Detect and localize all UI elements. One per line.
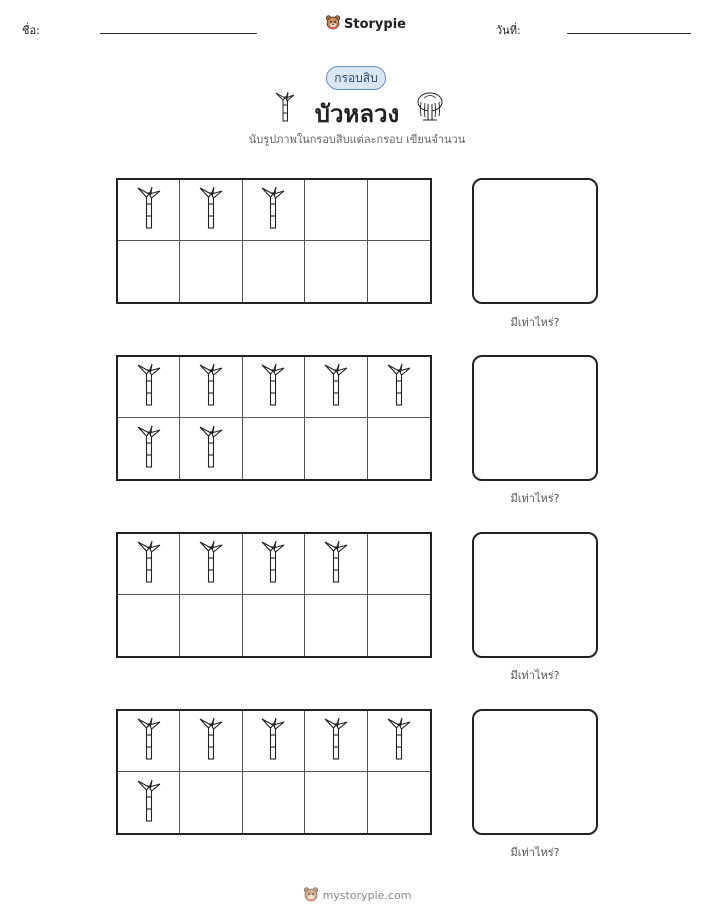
ten-frame-cell bbox=[180, 595, 242, 656]
sugarcane-icon bbox=[198, 186, 224, 234]
sugarcane-icon bbox=[198, 540, 224, 588]
answer-box-3[interactable] bbox=[472, 532, 598, 658]
answer-prompt-3: มีเท่าไหร่? bbox=[510, 669, 560, 682]
ten-frame-cell bbox=[118, 772, 180, 833]
ten-frame-cell bbox=[368, 711, 430, 772]
date-write-line[interactable] bbox=[567, 33, 691, 34]
sugarcane-icon bbox=[136, 540, 162, 588]
ten-frame-cell bbox=[368, 180, 430, 241]
sugarcane-icon bbox=[136, 425, 162, 473]
ten-frame-cell bbox=[368, 534, 430, 595]
ten-frame-4 bbox=[116, 709, 432, 835]
ten-frame-cell bbox=[118, 534, 180, 595]
ten-frame-cell bbox=[180, 180, 242, 241]
sugarcane-icon bbox=[198, 425, 224, 473]
sugarcane-icon bbox=[198, 717, 224, 765]
ten-frame-cell bbox=[180, 418, 242, 479]
ten-frame-cell bbox=[243, 418, 305, 479]
answer-box-2[interactable] bbox=[472, 355, 598, 481]
topic-badge: กรอบสิบ bbox=[326, 66, 386, 90]
ten-frame-cell bbox=[243, 711, 305, 772]
ten-frame-cell bbox=[118, 711, 180, 772]
sugarcane-icon bbox=[198, 363, 224, 411]
brand-logo bbox=[325, 14, 406, 34]
sugarcane-icon bbox=[136, 717, 162, 765]
footer-url: mystorypie.com bbox=[322, 889, 412, 902]
ten-frame-cell bbox=[243, 534, 305, 595]
bear-mascot-icon bbox=[325, 14, 341, 34]
ten-frame-cell bbox=[180, 241, 242, 302]
ten-frame-cell bbox=[305, 772, 367, 833]
sugarcane-icon bbox=[260, 186, 286, 234]
sugarcane-icon bbox=[260, 363, 286, 411]
ten-frame-cell bbox=[305, 418, 367, 479]
ten-frame-cell bbox=[118, 180, 180, 241]
willow-tree-icon bbox=[414, 90, 446, 126]
sugarcane-icon bbox=[323, 363, 349, 411]
answer-prompt-4: มีเท่าไหร่? bbox=[510, 846, 560, 859]
ten-frame-cell bbox=[305, 357, 367, 418]
ten-frame-cell bbox=[368, 772, 430, 833]
ten-frame-cell bbox=[305, 241, 367, 302]
sugarcane-icon bbox=[323, 540, 349, 588]
sugarcane-icon bbox=[386, 717, 412, 765]
page-title: บัวหลวง bbox=[314, 100, 400, 128]
sugarcane-icon bbox=[260, 717, 286, 765]
ten-frame-3 bbox=[116, 532, 432, 658]
ten-frame-cell bbox=[243, 357, 305, 418]
ten-frame-cell bbox=[243, 241, 305, 302]
sugarcane-icon bbox=[386, 363, 412, 411]
sugarcane-icon bbox=[260, 540, 286, 588]
sugarcane-icon bbox=[136, 363, 162, 411]
footer bbox=[0, 886, 714, 905]
ten-frame-cell bbox=[368, 357, 430, 418]
ten-frame-cell bbox=[243, 180, 305, 241]
ten-frame-cell bbox=[243, 772, 305, 833]
instructions: นับรูปภาพในกรอบสิบแต่ละกรอบ เขียนจำนวน bbox=[248, 133, 466, 146]
answer-box-4[interactable] bbox=[472, 709, 598, 835]
ten-frame-cell bbox=[118, 357, 180, 418]
date-label: วันที่: bbox=[496, 24, 521, 37]
ten-frame-cell bbox=[180, 534, 242, 595]
name-write-line[interactable] bbox=[100, 33, 257, 34]
ten-frame-cell bbox=[180, 772, 242, 833]
ten-frame-2 bbox=[116, 355, 432, 481]
ten-frame-cell bbox=[368, 595, 430, 656]
sugarcane-icon bbox=[136, 186, 162, 234]
ten-frame-cell bbox=[180, 711, 242, 772]
sugarcane-icon bbox=[323, 717, 349, 765]
ten-frame-cell bbox=[118, 418, 180, 479]
ten-frame-cell bbox=[305, 711, 367, 772]
answer-prompt-2: มีเท่าไหร่? bbox=[510, 492, 560, 505]
answer-prompt-1: มีเท่าไหร่? bbox=[510, 316, 560, 329]
ten-frame-cell bbox=[305, 180, 367, 241]
ten-frame-cell bbox=[305, 595, 367, 656]
ten-frame-cell bbox=[368, 241, 430, 302]
ten-frame-cell bbox=[368, 418, 430, 479]
ten-frame-1 bbox=[116, 178, 432, 304]
ten-frame-cell bbox=[305, 534, 367, 595]
brand-name: Storypie bbox=[344, 16, 406, 32]
answer-box-1[interactable] bbox=[472, 178, 598, 304]
ten-frame-cell bbox=[243, 595, 305, 656]
bear-mascot-icon bbox=[303, 886, 319, 905]
ten-frame-cell bbox=[118, 595, 180, 656]
ten-frame-cell bbox=[180, 357, 242, 418]
ten-frame-cell bbox=[118, 241, 180, 302]
sugarcane-icon bbox=[136, 779, 162, 827]
name-label: ชื่อ: bbox=[22, 24, 40, 37]
